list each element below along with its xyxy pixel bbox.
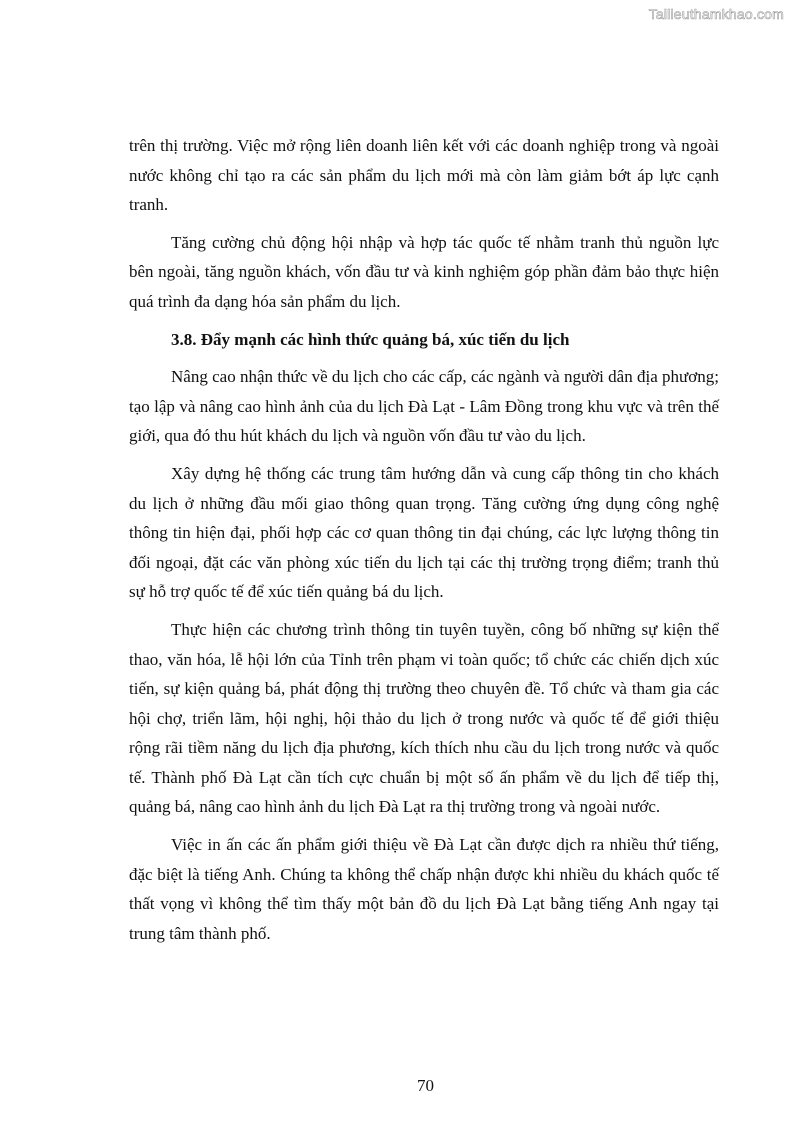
watermark-text: Tailieuthamkhao.com [648, 6, 784, 22]
document-body [129, 131, 719, 956]
page-number: 70 [417, 1076, 434, 1095]
paragraph-publications: Việc in ấn các ấn phẩm giới thiệu về Đà Lạt cần được dịch ra nhiều thứ tiếng, đặc biệt là tiếng Anh. Chúng ta không thể chấp nhận được khi nhiều du khách quốc tế thất vọng vì không thể tìm thấy một bản đồ du lịch Đà Lạt bằng tiếng Anh ngay tại trung tâm thành phố. [129, 835, 719, 943]
paragraph-continued: trên thị trường. Việc mở rộng liên doanh liên kết với các doanh nghiệp trong và ngoài nước không chỉ tạo ra các sản phẩm du lịch mới mà còn làm giảm bớt áp lực cạnh tranh. [129, 136, 719, 215]
paragraph-info-centers: Xây dựng hệ thống các trung tâm hướng dẫn và cung cấp thông tin cho khách du lịch ở những đầu mối giao thông quan trọng. Tăng cường ứng dụng công nghệ thông tin hiện đại, phối hợp các cơ quan thông tin đại chúng, các lực lượng thông tin đối ngoại, đặt các văn phòng xúc tiến du lịch tại các thị trường trọng điểm; tranh thủ sự hỗ trợ quốc tế để xúc tiến quảng bá du lịch. [129, 463, 719, 602]
paragraph-awareness: Nâng cao nhận thức về du lịch cho các cấp, các ngành và người dân địa phương; tạo lập và nâng cao hình ảnh của du lịch Đà Lạt - Lâm Đồng trong khu vực và trên thế giới, qua đó thu hút khách du lịch và nguồn vốn đầu tư vào du lịch. [129, 367, 719, 446]
paragraph-programs: Thực hiện các chương trình thông tin tuyên tuyền, công bố những sự kiện thể thao, văn hóa, lễ hội lớn của Tỉnh trên phạm vi toàn quốc; tổ chức các chiến dịch xúc tiến, sự kiện quảng bá, phát động thị trường theo chuyên đề. Tổ chức và tham gia các hội chợ, triển lãm, hội nghị, hội thảo du lịch ở trong nước và quốc tế để giới thiệu rộng rãi tiềm năng du lịch địa phương, kích thích nhu cầu du lịch trong nước và quốc tế. Thành phố Đà Lạt cần tích cực chuẩn bị một số ấn phẩm về du lịch để tiếp thị, quảng bá, nâng cao hình ảnh du lịch Đà Lạt ra thị trường trong và ngoài nước. [129, 619, 719, 817]
paragraph-integration: Tăng cường chủ động hội nhập và hợp tác quốc tế nhằm tranh thủ nguồn lực bên ngoài, tăng nguồn khách, vốn đầu tư và kinh nghiệm góp phần đảm bảo thực hiện quá trình đa dạng hóa sản phẩm du lịch. [129, 232, 719, 311]
section-heading: 3.8. Đẩy mạnh các hình thức quảng bá, xúc tiến du lịch [171, 329, 570, 349]
